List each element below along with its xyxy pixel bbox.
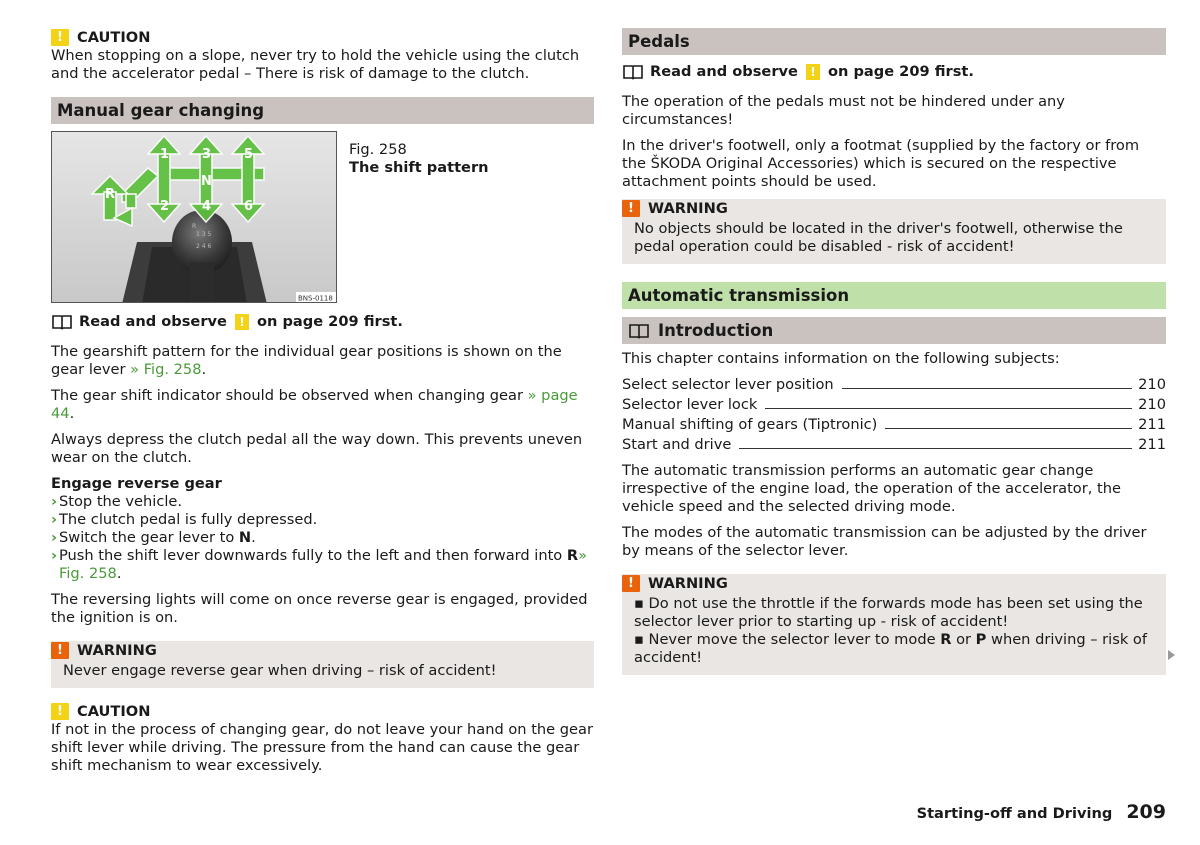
gear-label: 1: [160, 147, 170, 162]
warning-icon: !: [622, 200, 640, 217]
left-column: [51, 26, 594, 783]
figure-code: BNS-0118: [298, 294, 333, 303]
section-heading-introduction: [622, 317, 1166, 344]
toc-row[interactable]: [622, 434, 1166, 454]
step-item: › Switch the gear lever to N.: [51, 529, 256, 546]
caution-block-2: [51, 702, 594, 775]
shift-pattern-illustration: [52, 132, 337, 303]
arrow-icon: ›: [51, 493, 58, 510]
toc-label: Start and drive: [622, 436, 732, 453]
caution-header: [51, 28, 594, 47]
caution-icon: !: [51, 29, 69, 46]
continue-arrow-icon: [1168, 650, 1175, 660]
read-observe-post: on page 209 first.: [827, 63, 974, 80]
caution-title: CAUTION: [77, 28, 151, 46]
toc-page: 211: [1138, 436, 1166, 453]
toc-page: 210: [1138, 396, 1166, 413]
section-heading-automatic: Automatic transmission: [622, 282, 1166, 309]
warning-text: Never engage reverse gear when driving – risk of accident!: [63, 662, 497, 679]
caution-block-1: [51, 28, 594, 83]
warning-title: WARNING: [648, 574, 728, 592]
paragraph: The operation of the pedals must not be hindered under any circumstances!: [622, 93, 1065, 128]
paragraph: This chapter contains information on the following subjects:: [622, 350, 1060, 367]
engage-reverse-section: [51, 475, 594, 583]
read-observe-post: on page 209 first.: [256, 313, 403, 330]
engage-reverse-title: Engage reverse gear: [51, 475, 222, 492]
gear-label: 5: [244, 147, 254, 162]
step-item: › Push the shift lever downwards fully to the left and then forward into R» Fig. 258.: [51, 547, 588, 582]
figure-caption: [349, 131, 489, 303]
arrow-icon: ›: [51, 511, 58, 528]
gear-label: 2: [160, 199, 170, 214]
warning-icon: !: [622, 575, 640, 592]
warning-title: WARNING: [648, 199, 728, 217]
paragraph: The modes of the automatic transmission can be adjusted by the driver by means of the selector lever.: [622, 524, 1147, 559]
caution-icon: !: [235, 314, 249, 330]
book-icon: [622, 64, 644, 80]
figure-number: Fig. 258: [349, 141, 407, 158]
step-list: [51, 493, 594, 583]
caution-title: CAUTION: [77, 702, 151, 720]
warning-title: WARNING: [77, 641, 157, 659]
toc-list: [622, 374, 1166, 454]
figure-258: [51, 131, 594, 303]
warning-block: [622, 199, 1166, 264]
paragraph: The gear shift indicator should be observed when changing gear » page 44.: [51, 387, 578, 422]
warning-header: [51, 641, 594, 660]
toc-page: 211: [1138, 416, 1166, 433]
book-icon: [628, 323, 650, 339]
warning-bullet: ▪ Never move the selector lever to mode R or P when driving – risk of accident!: [634, 631, 1147, 666]
section-heading-pedals: Pedals: [622, 28, 1166, 55]
toc-page: 210: [1138, 376, 1166, 393]
introduction-title: Introduction: [658, 320, 774, 340]
knob-label: 2 4 6: [196, 243, 212, 250]
gear-label: N: [201, 174, 212, 189]
read-observe-line: [51, 311, 594, 333]
caution-text: When stopping on a slope, never try to hold the vehicle using the clutch and the accelerator pedal – There is risk of damage to the clutch.: [51, 47, 580, 82]
figure-link[interactable]: » Fig. 258: [130, 361, 202, 378]
gear-label: R: [105, 187, 116, 202]
shift-pattern-image: [51, 131, 337, 303]
toc-label: Manual shifting of gears (Tiptronic): [622, 416, 878, 433]
figure-link[interactable]: » Fig. 258: [59, 547, 588, 582]
warning-bullet: ▪ Do not use the throttle if the forwards mode has been set using the selector lever prior to starting up - risk of accident!: [634, 595, 1143, 630]
paragraph-text: The gearshift pattern for the individual gear positions is shown on the gear lever: [51, 343, 562, 378]
caution-text: If not in the process of changing gear, do not leave your hand on the gear shift lever while driving. The pressure from the hand can cause the gear shift mechanism to wear excessively.: [51, 721, 593, 774]
footer-page-number: 209: [1126, 801, 1166, 823]
section-heading-manual-gear: Manual gear changing: [51, 97, 594, 124]
read-observe-line: [622, 61, 1166, 83]
footer-section: Starting-off and Driving: [916, 805, 1113, 822]
warning-text: No objects should be located in the driver's footwell, otherwise the pedal operation could be disabled - risk of accident!: [634, 220, 1123, 255]
arrow-icon: ›: [51, 547, 58, 564]
paragraph: The reversing lights will come on once reverse gear is engaged, provided the ignition is on.: [51, 591, 588, 626]
warning-block: [622, 574, 1166, 675]
paragraph: In the driver's footwell, only a footmat (supplied by the factory or from the ŠKODA Original Accessories) which is secured on the respective attachment points should be used.: [622, 137, 1140, 190]
toc-label: Select selector lever position: [622, 376, 834, 393]
page-link[interactable]: » page 44: [51, 387, 578, 422]
read-observe-pre: Read and observe: [79, 313, 227, 330]
toc-row[interactable]: [622, 374, 1166, 394]
gear-label: 6: [244, 199, 254, 214]
toc-label: Selector lever lock: [622, 396, 758, 413]
knob-label: R: [192, 223, 197, 230]
gear-label: 4: [202, 199, 212, 214]
page-footer: [917, 803, 1166, 823]
step-item: › Stop the vehicle.: [51, 493, 183, 510]
arrow-icon: ›: [51, 529, 58, 546]
caution-icon: !: [806, 64, 820, 80]
paragraph-text: The gear shift indicator should be observed when changing gear: [51, 387, 523, 404]
read-observe-pre: Read and observe: [650, 63, 798, 80]
paragraph: The automatic transmission performs an automatic gear change irrespective of the engine load, the operation of the accelerator, the vehicle speed and the selected driving mode.: [622, 462, 1121, 515]
toc-row[interactable]: [622, 394, 1166, 414]
warning-block: [51, 641, 594, 688]
warning-icon: !: [51, 642, 69, 659]
gear-label: 3: [202, 147, 212, 162]
step-item: › The clutch pedal is fully depressed.: [51, 511, 318, 528]
warning-header: [622, 199, 1166, 218]
caution-icon: !: [51, 703, 69, 720]
paragraph: Always depress the clutch pedal all the way down. This prevents uneven wear on the clutch.: [51, 431, 583, 466]
knob-label: 1 3 5: [196, 231, 212, 238]
caution-header: [51, 702, 594, 721]
toc-row[interactable]: [622, 414, 1166, 434]
paragraph: The gearshift pattern for the individual gear positions is shown on the gear lever » Fig. 258.: [51, 343, 562, 378]
book-icon: [51, 314, 73, 330]
right-column: [622, 28, 1166, 675]
figure-title: The shift pattern: [349, 159, 489, 176]
warning-header: [622, 574, 1166, 593]
warning-body: [622, 593, 1166, 675]
